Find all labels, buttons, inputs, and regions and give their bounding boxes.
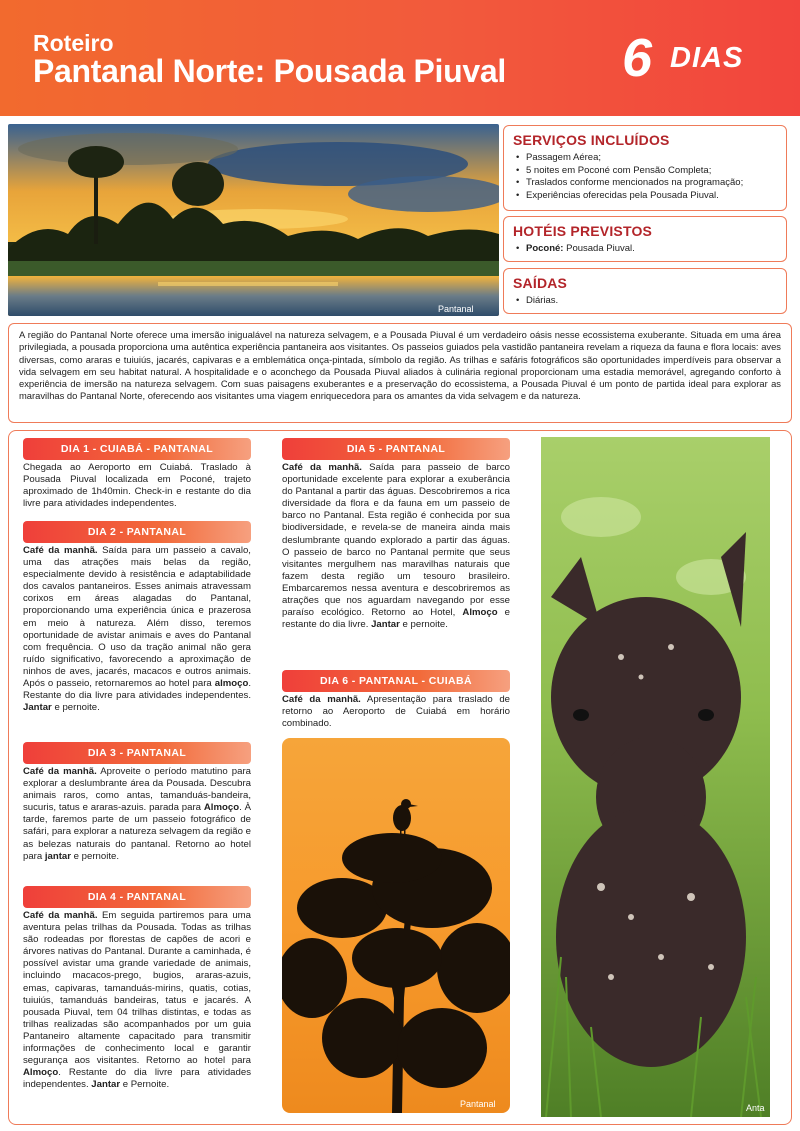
list-item: [516, 243, 786, 256]
departures-title: SAÍDAS: [513, 275, 568, 291]
intro-text: A região do Pantanal Norte oferece uma imersão inigualável na natureza selvagem, e a Pousada Piuval é um verdadeiro oásis nesse ecossistema exuberante. Situada em uma área privilegiada, a pousada proporciona uma autêntica experiência pantaneira aos visitantes. Os passeios guiados pela vastidão pantaneira revelam a riqueza da fauna e flora locais: aves diversas, como araras e tuiuiús, jacarés, capivaras e a emblemática onça-pintada, símbolo da região. As trilhas e safáris fotográficos são oportunidades imperdíveis para observar a vida selvagem em seu habitat natural. A hospitalidade e o aconchego da Pousada Piuval aliados à culinária regional proporcionam uma estadia memorável, agregando conforto à experiência de imersão na natureza selvagem. Com suas paisagens exuberantes e a preservação do ecossistema, a Pousada Piuval é um ponto de partida ideal para explorar as maravilhas do Pantanal Norte, oferecendo aos visitantes uma viagem enriquecedora para os amantes da vida selvagem e da natureza.: [8, 323, 792, 423]
duration-label: DIAS: [670, 42, 744, 74]
photo-caption: Pantanal: [460, 1099, 496, 1109]
day-3-text: Café da manhã. Aproveite o período matutino para explorar a deslumbrante área da Pousada. Descubra animais raros, como antas, tamanduás-bandeira, sucuris, tatus e araras-azuis. parada para Almoço. À tarde, faremos parte de um passeio fotográfico de safári, para explorar a natureza selvagem da região e as belezas naturais do pantanal. Retorno ao hotel para jantar e pernoite.: [23, 766, 251, 862]
page-title: Pantanal Norte: Pousada Piuval: [33, 53, 506, 89]
pantanal-sunset-photo: [8, 124, 499, 316]
hotels-box: [503, 216, 787, 262]
day-4-header: DIA 4 - PANTANAL: [23, 886, 251, 908]
day-3-header: DIA 3 - PANTANAL: [23, 742, 251, 764]
services-list: [516, 152, 786, 202]
list-item: • Diárias.: [516, 295, 786, 308]
hotel-name: Pousada Piuval.: [563, 243, 635, 254]
day-4-text: Café da manhã. Em seguida partiremos para uma aventura pelas trilhas da Pousada. Todas as trilhas são rodeadas por florestas de capões de acori e árvores nativas do Pantanal. Durante a caminhada, é possível avistar uma grande variedade de animais, incluindo macacos-prego, bugios, araras-azuis, emas, capivaras, tamanduás-mirins, quatis, cotias, tuiuiús, tamanduás bandeiras, tatus e jacarés. A pousada Piuval, tem 04 trilhas distintas, e todas as trilhas realizadas são acompanhados por um guia Pantaneiro altamente capacitado para transmitir informações de conhecimento local e garantir segurança aos visitantes. Retorno ao hotel para Almoço. Restante do dia livre para atividades independentes. Jantar e Pernoite.: [23, 910, 251, 1091]
day-1-text: Chegada ao Aeroporto em Cuiabá. Traslado à Pousada Piuval localizada em Poconé, trajeto aproximado de 1h40min. Check-in e restante do dia livre para atividades independentes.: [23, 462, 251, 510]
list-item: • Experiências oferecidas pela Pousada Piuval.: [516, 190, 786, 203]
header-kicker: Roteiro: [33, 30, 114, 56]
list-item: • 5 noites em Poconé com Pensão Completa;: [516, 165, 786, 178]
list-item: • Traslados conforme mencionados na programação;: [516, 177, 786, 190]
hotel-city: Poconé:: [526, 243, 564, 254]
photo-caption: Anta: [746, 1103, 765, 1113]
services-box: [503, 125, 787, 211]
list-item: • Passagem Aérea;: [516, 152, 786, 165]
bird-sunset-photo: [282, 738, 510, 1113]
tapir-photo: [541, 437, 770, 1117]
day-1-header: DIA 1 - CUIABÁ - PANTANAL: [23, 438, 251, 460]
day-6-text: Café da manhã. Apresentação para traslado de retorno ao Aeroporto de Cuiabá em horário combinado.: [282, 694, 510, 730]
services-title: SERVIÇOS INCLUÍDOS: [513, 132, 670, 148]
day-5-header: DIA 5 - PANTANAL: [282, 438, 510, 460]
day-5-text: Café da manhã. Saída para passeio de barco oportunidade excelente para explorar a exuberância do Pantanal a partir das águas. Descobriremos a rica diversidade da flora e da fauna em um passeio de barco no Pantanal. Esta região é conhecida por sua biodiversidade, e revela-se de maneira ainda mais deslumbrante quando explorado a partir das águas. O passeio de barco no Pantanal permite que seus visitantes mergulhem nas maravilhas naturais que fazem desta região um tesouro brasileiro. Embarcaremos nessa aventura e descobriremos as atrações que nos aguardam navegando por esse paraíso ecológico. Retorno ao Hotel, Almoço e restante do dia livre. Jantar e pernoite.: [282, 462, 510, 631]
photo-caption: Pantanal: [438, 304, 474, 314]
day-2-text: Café da manhã. Saída para um passeio a cavalo, uma das atrações mais belas da região, especialmente devido à resistência e adaptabilidade dos cavalos pantaneiros. Esses animais atravessam corixos em áreas alagadas do Pantanal, proporcionando uma experiência única e prazerosa em meio à natureza. Além disso, teremos oportunidade de avistar animais e aves do Pantanal com frequência. O uso da tração animal não gera ruído significativo, favorecendo a aproximação de ninhos de aves, jacarés, macacos e outros animais. Após o passeio, retornaremos ao hotel para almoço. Restante do dia livre para atividades independentes. Jantar e pernoite.: [23, 545, 251, 714]
page-header: [0, 0, 800, 116]
day-2-header: DIA 2 - PANTANAL: [23, 521, 251, 543]
duration-number: 6: [622, 28, 653, 88]
day-6-header: DIA 6 - PANTANAL - CUIABÁ: [282, 670, 510, 692]
hotels-title: HOTÉIS PREVISTOS: [513, 223, 653, 239]
departures-box: [503, 268, 787, 314]
